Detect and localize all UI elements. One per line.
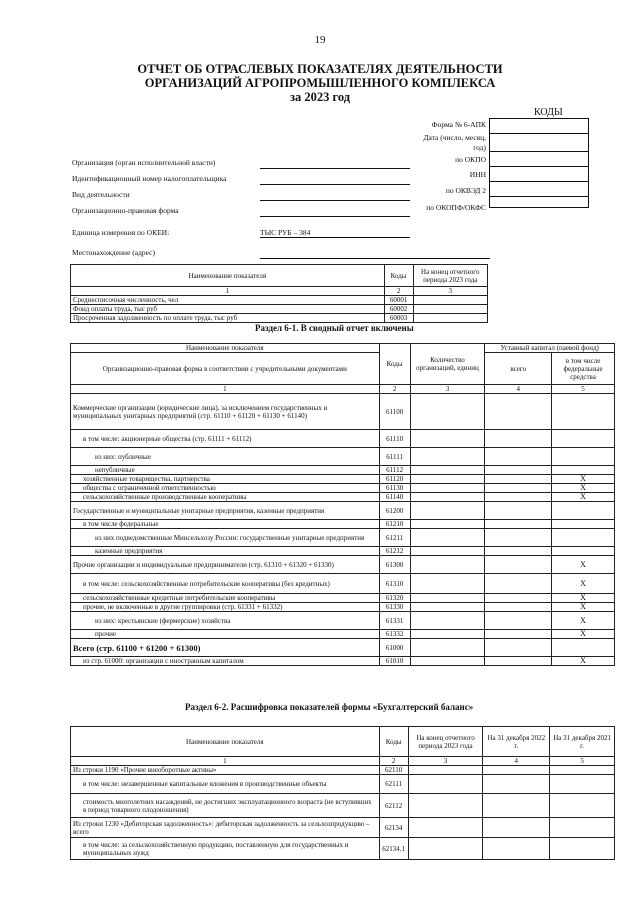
t2-header-name-1: Наименование показателя <box>71 344 380 353</box>
okpo-label: по ОКПО <box>455 155 486 164</box>
table-row <box>71 630 615 639</box>
row-code: 61112 <box>379 466 410 475</box>
total-cell[interactable] <box>485 466 552 475</box>
unit-value: ТЫС РУБ – 384 <box>260 228 311 237</box>
federal-cell[interactable] <box>552 547 615 556</box>
table-row <box>71 484 615 493</box>
section-6-1-title: Раздел 6-1. В сводный отчет включены <box>255 323 414 333</box>
t2-num-2: 2 <box>379 385 410 394</box>
table-row <box>71 574 615 594</box>
row-name: Всего (стр. 61100 + 61200 + 61300) <box>71 639 380 657</box>
okopf-label: по ОКОПФ/ОКФС <box>426 203 486 212</box>
row-name: из них: крестьянские (фермерские) хозяйства <box>71 612 380 630</box>
page-number: 19 <box>314 34 326 46</box>
inn-right-label: ИНН <box>469 170 486 179</box>
location-label: Местонахождение (адрес) <box>72 248 156 257</box>
federal-cell[interactable]: X <box>552 484 615 493</box>
t2-header-total: всего <box>485 353 552 385</box>
value-cell[interactable] <box>550 794 615 818</box>
t2-header-federal: в том числе федеральные средства <box>552 353 615 385</box>
row-name: из стр. 61000: организации с иностранным капиталом <box>71 657 380 666</box>
table-section-6-2 <box>70 726 615 860</box>
qty-cell[interactable] <box>410 603 485 612</box>
row-name: прочие <box>71 630 380 639</box>
table-row <box>71 766 615 775</box>
row-code: 62111 <box>379 775 408 794</box>
t1-num-1: 1 <box>71 287 385 296</box>
row-name: Фонд оплаты труда, тыс руб <box>71 305 385 314</box>
qty-cell[interactable] <box>410 630 485 639</box>
unit-label: Единица измерения по ОКЕИ: <box>72 228 170 237</box>
t3-header-code: Коды <box>379 727 408 757</box>
t1-header-code: Коды <box>384 265 413 287</box>
row-name: Прочие организации и индивидуальные предприниматели (стр. 61310 + 61320 + 61330) <box>71 556 380 574</box>
table-row <box>71 818 615 838</box>
total-cell[interactable] <box>485 657 552 666</box>
total-cell[interactable] <box>485 394 552 430</box>
federal-cell[interactable] <box>552 502 615 520</box>
qty-cell[interactable] <box>410 547 485 556</box>
federal-cell[interactable]: X <box>552 475 615 484</box>
qty-cell[interactable] <box>410 529 485 547</box>
federal-cell[interactable]: X <box>552 556 615 574</box>
row-name: общества с ограниченной ответственностью <box>71 484 380 493</box>
row-code: 61331 <box>379 612 410 630</box>
table-row <box>71 493 615 502</box>
t3-num-2: 2 <box>379 757 408 766</box>
date-label-2: год) <box>473 143 486 152</box>
table-row <box>71 556 615 574</box>
row-name: стоимость многолетних насаждений, не достигших эксплуатационного возраста (не вступивших в период товарного плодоношения) <box>71 794 380 818</box>
row-code: 61210 <box>379 520 410 529</box>
t2-num-3: 3 <box>410 385 485 394</box>
value-cell[interactable] <box>413 314 487 323</box>
section-6-2-title: Раздел 6-2. Расшифровка показателей формы «Бухгалтерский баланс» <box>185 702 474 712</box>
total-cell[interactable] <box>485 594 552 603</box>
federal-cell[interactable] <box>552 520 615 529</box>
table-row <box>71 657 615 666</box>
table-row <box>71 603 615 612</box>
row-code: 61330 <box>379 603 410 612</box>
qty-cell[interactable] <box>410 502 485 520</box>
t1-num-3: 3 <box>413 287 487 296</box>
value-cell[interactable] <box>408 794 483 818</box>
federal-cell[interactable] <box>552 529 615 547</box>
qty-cell[interactable] <box>410 520 485 529</box>
total-cell[interactable] <box>485 502 552 520</box>
codes-box <box>489 118 589 208</box>
federal-cell[interactable]: X <box>552 630 615 639</box>
federal-cell[interactable]: X <box>552 603 615 612</box>
table-row <box>71 448 615 466</box>
title-line-3: за 2023 год <box>289 90 351 104</box>
form-label: Форма № 6-АПК <box>431 120 486 129</box>
qty-cell[interactable] <box>410 394 485 430</box>
row-code: 61320 <box>379 594 410 603</box>
t2-header-qty: Количество организаций, единиц <box>410 344 485 385</box>
row-code: 61332 <box>379 630 410 639</box>
value-cell[interactable] <box>550 838 615 860</box>
row-name: в том числе: акционерные общества (стр. 61111 + 61112) <box>71 430 380 448</box>
t2-header-code: Коды <box>379 344 410 385</box>
federal-cell[interactable] <box>552 430 615 448</box>
table-row <box>71 296 488 305</box>
row-code: 62134.1 <box>379 838 408 860</box>
total-cell[interactable] <box>485 574 552 594</box>
qty-cell[interactable] <box>410 556 485 574</box>
row-name: казенные предприятия <box>71 547 380 556</box>
title-line-1: ОТЧЕТ ОБ ОТРАСЛЕВЫХ ПОКАЗАТЕЛЯХ ДЕЯТЕЛЬНОСТИ <box>137 62 503 76</box>
t2-num-4: 4 <box>485 385 552 394</box>
total-cell[interactable] <box>485 630 552 639</box>
qty-cell[interactable] <box>410 475 485 484</box>
activity-line <box>260 200 410 201</box>
row-code: 60002 <box>384 305 413 314</box>
row-name: в том числе федеральные <box>71 520 380 529</box>
row-name: из них подведомственные Минсельхозу России: государственные унитарные предприятия <box>71 529 380 547</box>
row-name: из них: публичные <box>71 448 380 466</box>
table-row <box>71 639 615 657</box>
table-row <box>71 430 615 448</box>
total-cell[interactable] <box>485 556 552 574</box>
row-name: Из строки 1190 «Прочие внеоборотные активы» <box>71 766 380 775</box>
value-cell[interactable] <box>483 838 550 860</box>
value-cell[interactable] <box>550 766 615 775</box>
t2-num-5: 5 <box>552 385 615 394</box>
row-name: сельскохозяйственные кредитные потребительские кооперативы <box>71 594 380 603</box>
t1-header-name: Наименование показателя <box>71 265 385 287</box>
row-name: в том числе: незавершенные капитальные вложения в производственные объекты <box>71 775 380 794</box>
table-row <box>71 314 488 323</box>
total-cell[interactable] <box>485 484 552 493</box>
total-cell[interactable] <box>485 475 552 484</box>
qty-cell[interactable] <box>410 430 485 448</box>
row-code: 61200 <box>379 502 410 520</box>
table-row <box>71 466 615 475</box>
codes-title: КОДЫ <box>534 107 563 118</box>
total-cell[interactable] <box>485 448 552 466</box>
row-name: Из строки 1230 «Дебиторская задолженность»: дебиторская задолженность за сельхозпродукцию – всего <box>71 818 380 838</box>
row-code: 61211 <box>379 529 410 547</box>
row-code: 60003 <box>384 314 413 323</box>
value-cell[interactable] <box>550 775 615 794</box>
row-code: 61110 <box>379 430 410 448</box>
federal-cell[interactable] <box>552 639 615 657</box>
row-code: 61130 <box>379 484 410 493</box>
row-code: 61100 <box>379 394 410 430</box>
qty-cell[interactable] <box>410 612 485 630</box>
table-row <box>71 794 615 818</box>
row-code: 61300 <box>379 556 410 574</box>
federal-cell[interactable]: X <box>552 493 615 502</box>
t3-num-5: 5 <box>550 757 615 766</box>
inn-label: Идентификационный номер налогоплательщика <box>72 174 227 183</box>
qty-cell[interactable] <box>410 594 485 603</box>
row-code: 61310 <box>379 574 410 594</box>
value-cell[interactable] <box>408 838 483 860</box>
total-cell[interactable] <box>485 520 552 529</box>
table-row <box>71 838 615 860</box>
activity-label: Вид деятельности <box>72 190 130 199</box>
federal-cell[interactable]: X <box>552 574 615 594</box>
table-row <box>71 775 615 794</box>
inn-line <box>260 184 410 185</box>
t2-num-1: 1 <box>71 385 380 394</box>
date-label-1: Дата (число, месяц, <box>423 133 486 142</box>
table-row <box>71 594 615 603</box>
table-section-6-1 <box>70 343 615 666</box>
federal-cell[interactable] <box>552 394 615 430</box>
table-row <box>71 612 615 630</box>
value-cell[interactable] <box>413 305 487 314</box>
qty-cell[interactable] <box>410 466 485 475</box>
t3-header-end: На конец отчетного периода 2023 года <box>408 727 483 757</box>
value-cell[interactable] <box>550 818 615 838</box>
row-name: Среднесписочная численность, чел <box>71 296 385 305</box>
table-staff <box>70 264 488 323</box>
legal-form-label: Организационно-правовая форма <box>72 206 179 215</box>
total-cell[interactable] <box>485 547 552 556</box>
qty-cell[interactable] <box>410 493 485 502</box>
total-cell[interactable] <box>485 603 552 612</box>
federal-cell[interactable]: X <box>552 594 615 603</box>
qty-cell[interactable] <box>410 657 485 666</box>
total-cell[interactable] <box>485 493 552 502</box>
total-cell[interactable] <box>485 529 552 547</box>
report-title <box>0 62 640 104</box>
row-code: 61212 <box>379 547 410 556</box>
table-row <box>71 520 615 529</box>
value-cell[interactable] <box>483 766 550 775</box>
table-row <box>71 475 615 484</box>
row-name: непубличные <box>71 466 380 475</box>
row-code: 61000 <box>379 639 410 657</box>
t3-header-2022: На 31 декабря 2022 г. <box>483 727 550 757</box>
value-cell[interactable] <box>408 775 483 794</box>
value-cell[interactable] <box>413 296 487 305</box>
t1-header-end: На конец отчетного периода 2023 года <box>413 265 487 287</box>
row-name: хозяйственные товарищества, партнерства <box>71 475 380 484</box>
t3-header-2021: На 31 декабря 2021 г. <box>550 727 615 757</box>
federal-cell[interactable] <box>552 448 615 466</box>
row-name: сельскохозяйственные производственные кооперативы <box>71 493 380 502</box>
table-row <box>71 547 615 556</box>
value-cell[interactable] <box>483 818 550 838</box>
qty-cell[interactable] <box>410 484 485 493</box>
t3-num-1: 1 <box>71 757 380 766</box>
federal-cell[interactable]: X <box>552 657 615 666</box>
t2-header-capital: Уставный капитал (паевой фонд) <box>485 344 615 353</box>
row-code: 61111 <box>379 448 410 466</box>
row-code: 61120 <box>379 475 410 484</box>
value-cell[interactable] <box>483 794 550 818</box>
value-cell[interactable] <box>483 775 550 794</box>
row-name: прочие, не включенные в другие группировки (стр. 61331 + 61332) <box>71 603 380 612</box>
qty-cell[interactable] <box>410 574 485 594</box>
row-name: Государственные и муниципальные унитарные предприятия, казенные предприятия <box>71 502 380 520</box>
row-code: 61010 <box>379 657 410 666</box>
legal-form-line <box>260 216 410 217</box>
row-name: в том числе: за сельскохозяйственную продукцию, поставленную для государственных и муниципальных нужд <box>71 838 380 860</box>
title-line-2: ОРГАНИЗАЦИЙ АГРОПРОМЫШЛЕННОГО КОМПЛЕКСА <box>144 76 496 90</box>
total-cell[interactable] <box>485 612 552 630</box>
row-name: в том числе: сельскохозяйственные потребительские кооперативы (без кредитных) <box>71 574 380 594</box>
t3-num-4: 4 <box>483 757 550 766</box>
row-code: 60001 <box>384 296 413 305</box>
qty-cell[interactable] <box>410 639 485 657</box>
unit-line <box>260 237 410 238</box>
t3-num-3: 3 <box>408 757 483 766</box>
total-cell[interactable] <box>485 430 552 448</box>
table-row <box>71 502 615 520</box>
location-line <box>260 258 490 259</box>
table-row <box>71 394 615 430</box>
table-row <box>71 305 488 314</box>
org-line <box>260 168 410 169</box>
row-code: 61140 <box>379 493 410 502</box>
federal-cell[interactable]: X <box>552 612 615 630</box>
table-row <box>71 529 615 547</box>
value-cell[interactable] <box>408 818 483 838</box>
t3-header-name: Наименование показателя <box>71 727 380 757</box>
value-cell[interactable] <box>408 766 483 775</box>
row-code: 62134 <box>379 818 408 838</box>
t2-header-name-2: Организационно-правовая форма в соответствии с учредительными документами <box>71 353 380 385</box>
row-code: 62112 <box>379 794 408 818</box>
row-code: 62110 <box>379 766 408 775</box>
org-label: Организация (орган исполнительной власти) <box>72 158 216 167</box>
row-name: Просроченная задолженность по оплате труда, тыс руб <box>71 314 385 323</box>
okved-label: по ОКВЭД 2 <box>445 186 486 195</box>
row-name: Коммерческие организации (юридические лица), за исключением государственных и муниципальных унитарных предприятий (стр. 61110 + 61120 + 61130 + 61140) <box>71 394 380 430</box>
qty-cell[interactable] <box>410 448 485 466</box>
t1-num-2: 2 <box>384 287 413 296</box>
total-cell[interactable] <box>485 639 552 657</box>
